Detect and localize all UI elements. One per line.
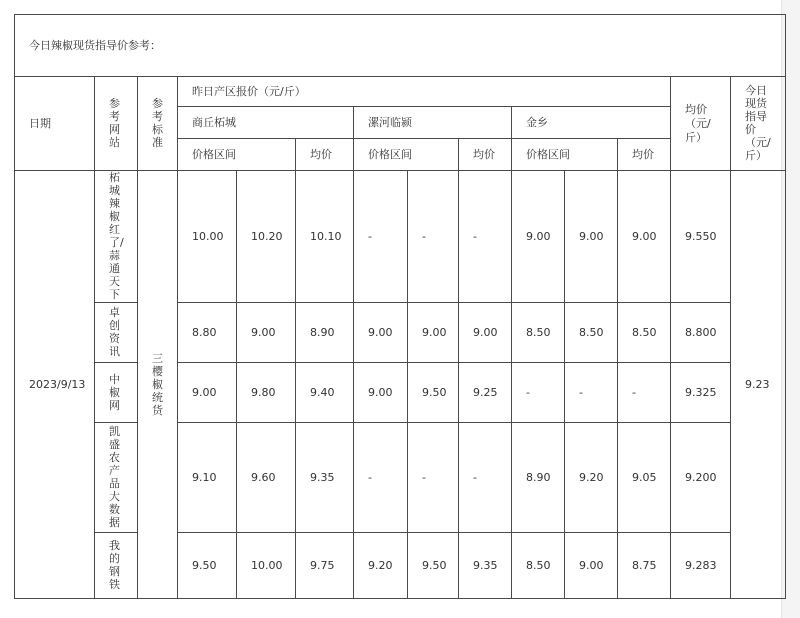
avg-price-cell: 8.800	[671, 303, 731, 363]
price-cell: 8.90	[512, 423, 565, 533]
price-cell: -	[618, 363, 671, 423]
avg-price-cell: 9.200	[671, 423, 731, 533]
price-cell: 8.90	[296, 303, 354, 363]
price-cell: -	[459, 423, 512, 533]
price-cell: 9.50	[408, 533, 459, 599]
price-cell: -	[408, 171, 459, 303]
price-cell: 9.00	[565, 171, 618, 303]
price-cell: 9.60	[237, 423, 296, 533]
price-cell: 9.20	[565, 423, 618, 533]
price-cell: -	[354, 423, 408, 533]
price-cell: 9.00	[512, 171, 565, 303]
price-cell: 9.00	[408, 303, 459, 363]
price-cell: 9.00	[459, 303, 512, 363]
site-cell: 卓创资讯	[95, 303, 138, 363]
price-cell: 9.80	[237, 363, 296, 423]
price-cell: -	[565, 363, 618, 423]
price-cell: 10.10	[296, 171, 354, 303]
price-cell: -	[408, 423, 459, 533]
header-region-luohe: 漯河临颍	[354, 107, 512, 139]
header-region-jinxiang: 金乡	[512, 107, 671, 139]
price-cell: 8.50	[512, 303, 565, 363]
price-table	[14, 14, 786, 599]
header-avg: 均价	[459, 139, 512, 171]
header-price-range: 价格区间	[512, 139, 618, 171]
price-cell: 9.10	[178, 423, 237, 533]
table-row	[15, 171, 786, 303]
price-cell: 8.50	[512, 533, 565, 599]
header-price-range: 价格区间	[178, 139, 296, 171]
price-cell: 9.00	[237, 303, 296, 363]
date-cell: 2023/9/13	[15, 171, 95, 599]
header-avg: 均价	[618, 139, 671, 171]
header-site: 参考网站	[95, 77, 138, 171]
price-cell: 9.50	[408, 363, 459, 423]
price-cell: 9.50	[178, 533, 237, 599]
table-row	[15, 363, 786, 423]
price-cell: 9.00	[618, 171, 671, 303]
table-row	[15, 423, 786, 533]
header-region-shangqiu: 商丘柘城	[178, 107, 354, 139]
price-cell: 8.75	[618, 533, 671, 599]
price-cell: 9.25	[459, 363, 512, 423]
table-row	[15, 533, 786, 599]
price-cell: 10.00	[237, 533, 296, 599]
header-today-guide-price: 今日现货指导价（元/斤）	[731, 77, 786, 171]
price-cell: 9.00	[354, 363, 408, 423]
price-cell: 10.00	[178, 171, 237, 303]
header-price-range: 价格区间	[354, 139, 459, 171]
header-date: 日期	[15, 77, 95, 171]
price-cell: 9.00	[565, 533, 618, 599]
table-row	[15, 303, 786, 363]
today-guide-price-cell: 9.23	[731, 171, 786, 599]
site-cell: 凯盛农产品大数据	[95, 423, 138, 533]
price-cell: -	[512, 363, 565, 423]
site-cell: 中椒网	[95, 363, 138, 423]
price-cell: 8.50	[565, 303, 618, 363]
price-cell: -	[354, 171, 408, 303]
price-cell: 10.20	[237, 171, 296, 303]
header-yesterday-price: 昨日产区报价（元/斤）	[178, 77, 671, 107]
price-cell: 8.50	[618, 303, 671, 363]
price-cell: 9.00	[178, 363, 237, 423]
header-avg-price: 均价（元/斤）	[671, 77, 731, 171]
avg-price-cell: 9.550	[671, 171, 731, 303]
avg-price-cell: 9.283	[671, 533, 731, 599]
site-cell: 我的钢铁	[95, 533, 138, 599]
price-cell: 9.00	[354, 303, 408, 363]
price-cell: -	[459, 171, 512, 303]
site-cell: 柘城辣椒红了/蒜通天下	[95, 171, 138, 303]
standard-cell: 三樱椒统货	[138, 171, 178, 599]
price-cell: 9.35	[459, 533, 512, 599]
table-caption: 今日辣椒现货指导价参考：	[15, 15, 786, 77]
price-cell: 9.35	[296, 423, 354, 533]
price-cell: 9.75	[296, 533, 354, 599]
header-standard: 参考标准	[138, 77, 178, 171]
price-cell: 9.20	[354, 533, 408, 599]
price-cell: 8.80	[178, 303, 237, 363]
avg-price-cell: 9.325	[671, 363, 731, 423]
header-avg: 均价	[296, 139, 354, 171]
price-cell: 9.05	[618, 423, 671, 533]
price-cell: 9.40	[296, 363, 354, 423]
